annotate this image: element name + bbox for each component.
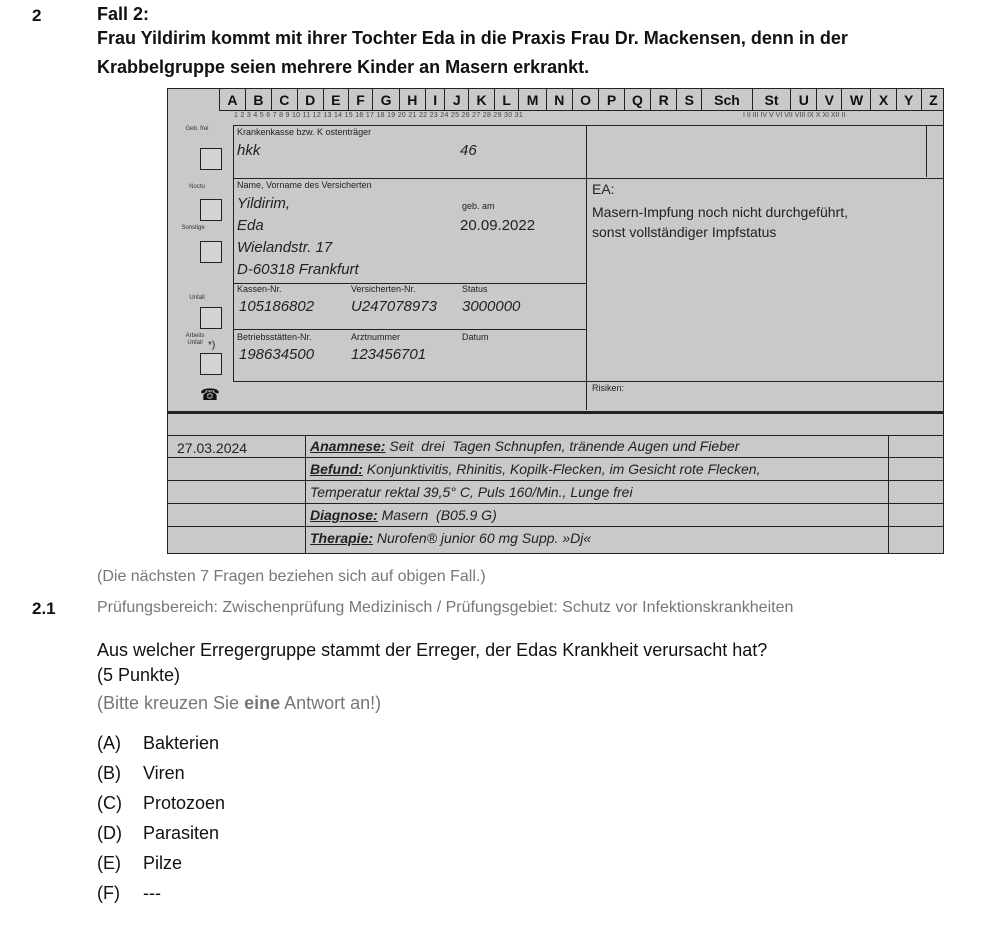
alphabet-index-row bbox=[219, 89, 944, 111]
sonstige-label: Sonstige bbox=[181, 225, 205, 231]
kassen-nr-value: 105186802 bbox=[239, 298, 315, 315]
index-letter: P bbox=[598, 89, 623, 111]
visit-note-text: Seit drei Tagen Schnupfen, tränende Augen und Fieber bbox=[385, 438, 740, 454]
risiken-label: Risiken: bbox=[592, 383, 625, 393]
sonstige-checkbox[interactable] bbox=[200, 241, 222, 263]
birthdate-label: geb. am bbox=[462, 201, 495, 211]
question-instruction: (Bitte kreuzen Sie eine Antwort an!) bbox=[97, 693, 382, 713]
visit-note-row bbox=[310, 484, 633, 500]
noctu-label: Noctu bbox=[189, 184, 205, 190]
patient-record-card bbox=[167, 88, 944, 554]
unfall-checkbox[interactable] bbox=[200, 307, 222, 329]
phone-icon: ☎ bbox=[200, 387, 220, 404]
visit-note-key: Diagnose: bbox=[310, 507, 378, 523]
kasse-code: 46 bbox=[460, 142, 477, 159]
index-letter: Q bbox=[624, 89, 651, 111]
arbeitsunfall-label: Arbeits Unfall bbox=[185, 333, 205, 346]
geb-frei-label: Geb. frei bbox=[185, 126, 209, 132]
answer-option-key: (E) bbox=[97, 853, 121, 873]
index-letter: G bbox=[372, 89, 399, 111]
visit-note-row bbox=[310, 530, 591, 546]
answer-option[interactable] bbox=[97, 853, 182, 874]
kasse-label: Krankenkasse bzw. K ostenträger bbox=[237, 127, 372, 137]
answer-option-key: (C) bbox=[97, 793, 122, 813]
answer-option-label: Parasiten bbox=[143, 823, 220, 843]
asterisk-mark: *) bbox=[208, 340, 216, 351]
kasse-value: hkk bbox=[237, 142, 261, 159]
index-letter: Y bbox=[896, 89, 921, 111]
visit-note-row bbox=[310, 461, 760, 477]
index-letter: N bbox=[546, 89, 572, 111]
status-label: Status bbox=[462, 284, 488, 294]
visit-note-text: Nurofen® junior 60 mg Supp. »Dj« bbox=[373, 530, 592, 546]
visit-date: 27.03.2024 bbox=[177, 440, 248, 456]
arzt-label: Arztnummer bbox=[351, 332, 401, 342]
index-letter: F bbox=[348, 89, 372, 111]
index-letter: I bbox=[425, 89, 445, 111]
question-number: 2.1 bbox=[32, 599, 56, 618]
index-letter: Sch bbox=[701, 89, 751, 111]
index-letter: J bbox=[444, 89, 468, 111]
visit-note-text: Konjunktivitis, Rhinitis, Kopilk-Flecken, im Gesicht rote Flecken, bbox=[362, 461, 761, 477]
visit-note-key: Therapie: bbox=[310, 530, 374, 546]
answer-option-key: (F) bbox=[97, 883, 120, 903]
index-letter: W bbox=[841, 89, 870, 111]
index-letter: B bbox=[245, 89, 271, 111]
versicherten-nr-value: U247078973 bbox=[351, 298, 437, 315]
patient-surname: Yildirim, bbox=[237, 195, 291, 212]
arbeitsunfall-checkbox[interactable] bbox=[200, 353, 222, 375]
index-letter: K bbox=[468, 89, 494, 111]
answer-option-label: Bakterien bbox=[143, 733, 220, 753]
month-numbers: I II III IV V VI VII VIII IX X XI XII II bbox=[743, 112, 846, 119]
unfall-label: Unfall bbox=[189, 295, 205, 301]
answer-option[interactable] bbox=[97, 883, 161, 904]
ea-label: EA: bbox=[592, 181, 615, 197]
index-letter: D bbox=[297, 89, 323, 111]
betrieb-value: 198634500 bbox=[239, 346, 315, 363]
visit-note-row bbox=[310, 438, 739, 454]
visit-note-key: Anamnese: bbox=[310, 438, 386, 454]
answer-option-label: Pilze bbox=[143, 853, 183, 873]
index-letter: R bbox=[650, 89, 676, 111]
case-number: 2 bbox=[32, 6, 42, 25]
betrieb-label: Betriebsstätten-Nr. bbox=[237, 332, 312, 342]
geb-frei-checkbox[interactable] bbox=[200, 148, 222, 170]
answer-option-key: (A) bbox=[97, 733, 121, 753]
case-title: Fall 2: bbox=[97, 4, 150, 24]
index-letter: E bbox=[323, 89, 348, 111]
datum-label: Datum bbox=[462, 332, 489, 342]
index-letter: L bbox=[494, 89, 518, 111]
question-text: Aus welcher Erregergruppe stammt der Erreger, der Edas Krankheit verursacht hat? bbox=[97, 640, 768, 660]
answer-option-key: (B) bbox=[97, 763, 121, 783]
answer-option-key: (D) bbox=[97, 823, 122, 843]
answer-option-label: Viren bbox=[143, 763, 185, 783]
case-note: (Die nächsten 7 Fragen beziehen sich auf obigen Fall.) bbox=[97, 568, 486, 585]
answer-option-label: Protozoen bbox=[143, 793, 226, 813]
index-letter: C bbox=[271, 89, 297, 111]
answer-option[interactable] bbox=[97, 793, 225, 814]
index-letter: O bbox=[572, 89, 599, 111]
index-letter: V bbox=[816, 89, 841, 111]
ea-line-2: sonst vollständiger Impfstatus bbox=[592, 224, 777, 240]
name-label: Name, Vorname des Versicherten bbox=[237, 180, 372, 190]
visit-note-text: Temperatur rektal 39,5° C, Puls 160/Min., Lunge frei bbox=[310, 484, 633, 500]
arzt-value: 123456701 bbox=[351, 346, 427, 363]
answer-option[interactable] bbox=[97, 763, 185, 784]
kassen-nr-label: Kassen-Nr. bbox=[237, 284, 282, 294]
question-points: (5 Punkte) bbox=[97, 665, 181, 685]
index-letter: A bbox=[219, 89, 245, 111]
ea-line-1: Masern-Impfung noch nicht durchgeführt, bbox=[592, 204, 849, 220]
versicherten-nr-label: Versicherten-Nr. bbox=[351, 284, 416, 294]
visit-note-row bbox=[310, 507, 497, 523]
index-letter: U bbox=[790, 89, 816, 111]
index-letter: Z bbox=[921, 89, 944, 111]
visit-note-text: Masern (B05.9 G) bbox=[377, 507, 497, 523]
index-letter: M bbox=[518, 89, 545, 111]
index-letter: S bbox=[676, 89, 701, 111]
patient-firstname: Eda bbox=[237, 217, 264, 234]
answer-option-label: --- bbox=[143, 883, 161, 903]
case-intro: Frau Yildirim kommt mit ihrer Tochter Eda in die Praxis Frau Dr. Mackensen, denn in der Krabbelgruppe seien mehrere Kinder an Masern erkrankt. bbox=[97, 28, 848, 77]
index-letter: H bbox=[399, 89, 425, 111]
noctu-checkbox[interactable] bbox=[200, 199, 222, 221]
status-value: 3000000 bbox=[462, 298, 521, 315]
patient-street: Wielandstr. 17 bbox=[237, 239, 333, 256]
answer-option[interactable] bbox=[97, 733, 219, 754]
day-numbers: 1 2 3 4 5 6 7 8 9 10 11 12 13 14 15 16 17 18 19 20 21 22 23 24 25 26 27 28 29 30 31 bbox=[234, 112, 524, 119]
answer-option[interactable] bbox=[97, 823, 219, 844]
patient-city: D-60318 Frankfurt bbox=[237, 261, 359, 278]
visit-note-key: Befund: bbox=[310, 461, 363, 477]
index-letter: St bbox=[752, 89, 791, 111]
birthdate-value: 20.09.2022 bbox=[460, 217, 536, 234]
index-letter: X bbox=[870, 89, 895, 111]
question-category: Prüfungsbereich: Zwischenprüfung Medizinisch / Prüfungsgebiet: Schutz vor Infektionskrankheiten bbox=[97, 599, 794, 616]
